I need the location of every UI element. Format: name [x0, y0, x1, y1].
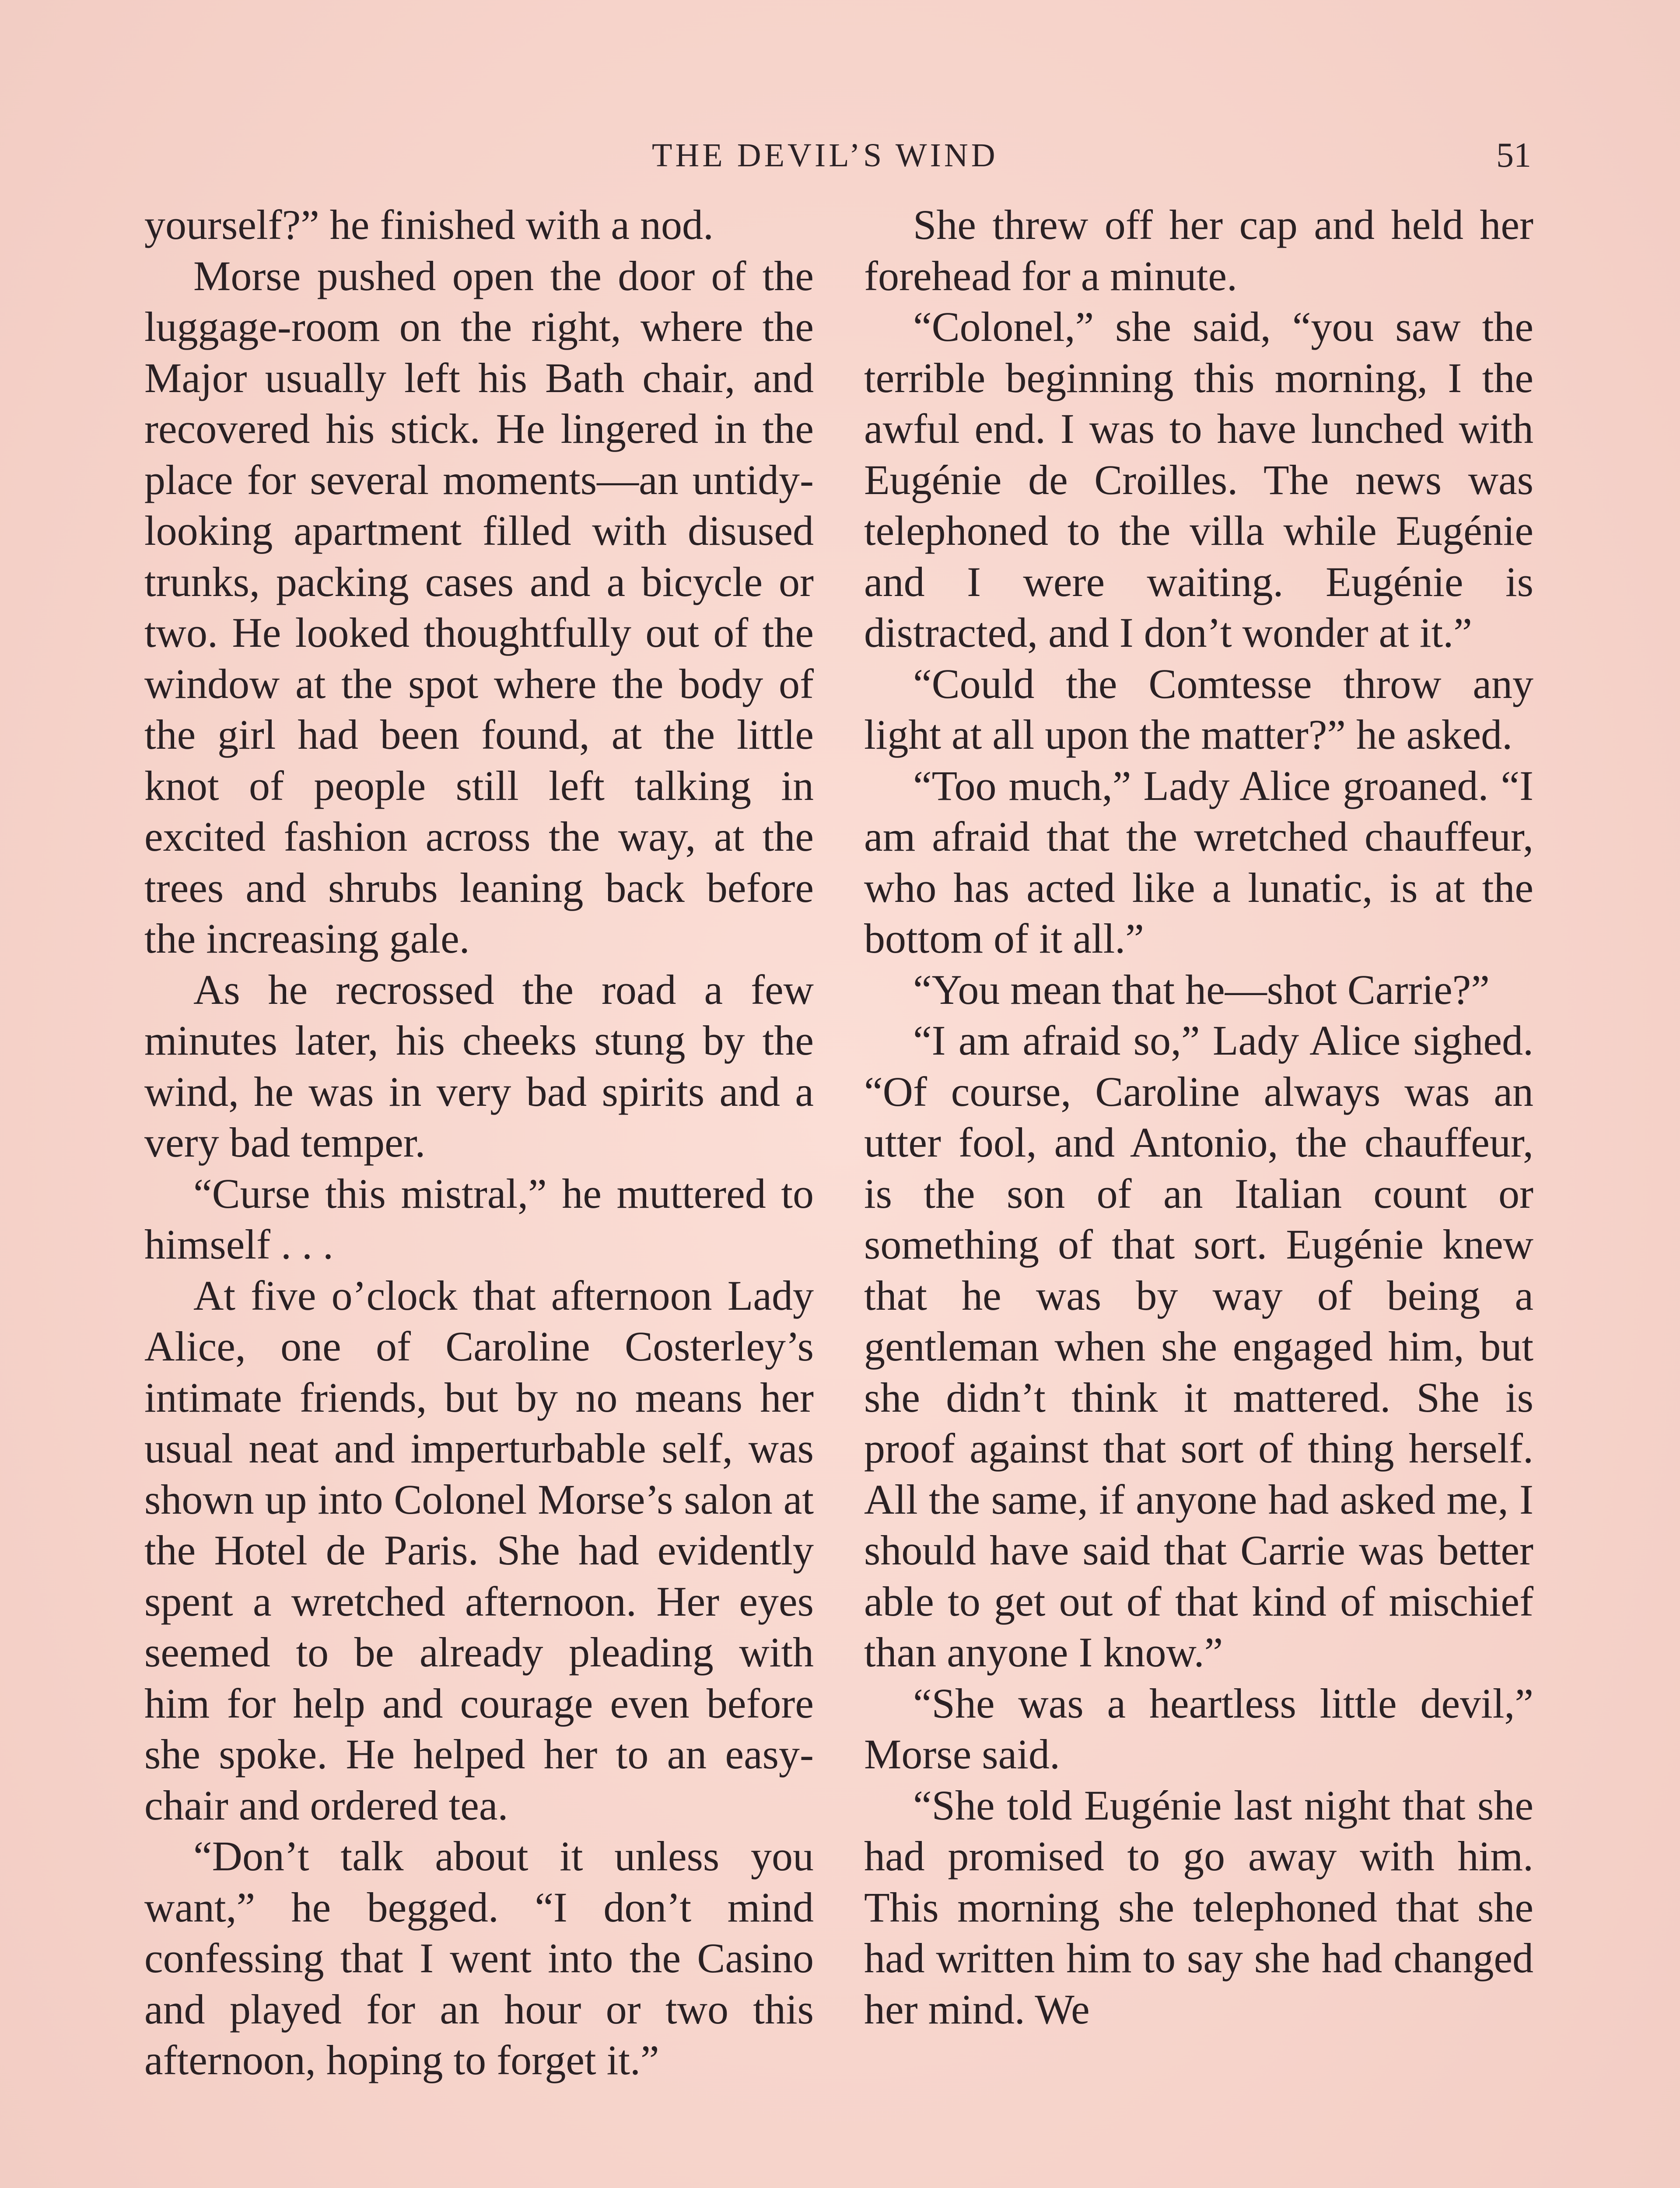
right-column — [864, 200, 1533, 2035]
paragraph: “Colonel,” she said, “you saw the terrible beginning this morning, I the awful end. I was to have lunched with Eugénie de Croilles. The news was telephoned to the villa while Eugénie and I were waiting. Eugénie is distracted, and I don’t wonder at it.” — [864, 303, 1533, 656]
paragraph: As he recrossed the road a few minutes later, his cheeks stung by the wind, he was in very bad spirits and a very bad temper. — [144, 966, 814, 1166]
paragraph: “She told Eugénie last night that she had promised to go away with him. This morning she telephoned that she had written him to say she had changed her mind. We — [864, 1781, 1533, 2033]
page-header — [0, 131, 1680, 179]
paragraph: She threw off her cap and held her forehead for a minute. — [864, 201, 1533, 299]
paragraph: “I am afraid so,” Lady Alice sighed. “Of course, Caroline always was an utter fool, and Antonio, the chauffeur, is the son of an Italian count or something of that sort. Eugénie knew that he was by way of being a gentleman when she engaged him, but she didn’t think it mattered. She is proof against that sort of thing herself. All the same, if anyone had asked me, I should have said that Carrie was better able to get out of that kind of mischief than anyone I know.” — [864, 1017, 1533, 1676]
paragraph: “Don’t talk about it unless you want,” he begged. “I don’t mind confessing that I went into the Casino and played for an hour or two this afternoon, hoping to forget it.” — [144, 1833, 814, 2083]
page-number: 51 — [1496, 136, 1531, 175]
paragraph: yourself?” he finished with a nod. — [144, 201, 714, 248]
left-column — [144, 200, 814, 2086]
running-title: THE DEVIL’S WIND — [652, 137, 998, 174]
paragraph: “She was a heartless little devil,” Morse said. — [864, 1680, 1533, 1778]
paragraph: Morse pushed open the door of the luggage-room on the right, where the Major usually left his Bath chair, and recovered his stick. He lingered in the place for several moments—an untidy-looking apartment filled with disused trunks, packing cases and a bicycle or two. He looked thoughtfully out of the window at the spot where the body of the girl had been found, at the little knot of people still left talking in excited fashion across the way, at the trees and shrubs leaning back before the increasing gale. — [144, 252, 814, 962]
paragraph: “Curse this mistral,” he muttered to himself . . . — [144, 1170, 814, 1268]
paragraph: At five o’clock that afternoon Lady Alice, one of Caroline Costerley’s intimate friends, but by no means her usual neat and imperturbable self, was shown up into Colonel Morse’s salon at the Hotel de Paris. She had evidently spent a wretched afternoon. Her eyes seemed to be already pleading with him for help and courage even before she spoke. He helped her to an easy-chair and ordered tea. — [144, 1272, 814, 1829]
paragraph: “Could the Comtesse throw any light at all upon the matter?” he asked. — [864, 660, 1533, 758]
paragraph: “Too much,” Lady Alice groaned. “I am afraid that the wretched chauffeur, who has acted like a lunatic, is at the bottom of it all.” — [864, 762, 1533, 962]
paragraph: “You mean that he—shot Carrie?” — [913, 966, 1490, 1013]
